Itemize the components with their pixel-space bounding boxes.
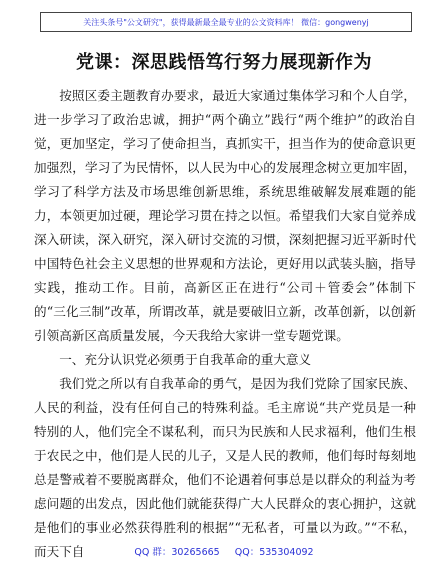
page-footer [0, 544, 448, 558]
footer-qq: QQ：535304092 [234, 547, 314, 558]
footer-qq-group: QQ 群：30265665 [134, 547, 220, 558]
document-title: 党课：深思践悟笃行努力展现新作为 [76, 52, 372, 73]
section-heading-1: 一、充分认识党必须勇于自我革命的重大意义 [59, 352, 312, 367]
document-body [34, 84, 416, 564]
paragraph-intro: 按照区委主题教育办要求，最近大家通过集体学习和个人自学，进一步学习了政治忠诚，拥护“两个确立”践行“两个维护”的政治自觉，更加坚定，学习了使命担当，真抓实干，担当作为的使命意识更加强烈，学习了为民情怀，以人民为中心的发展理念树立更加牢固，学习了科学方法及市场思维创新思维，系统思维破解发展难题的能力，本领更加过硬，理论学习贯在持之以恒。希望我们大家自觉养成深入研读，深入研究，深入研讨交流的习惯，深刻把握习近平新时代中国特色社会主义思想的世界观和方法论，更好用以武装头脑，指导实践，推动工作。目前，高新区正在进行“公司＋管委会”体制下的“三化三制”改革，所谓改革，就是要破旧立新，改革创新，以创新引领高新区高质量发展，今天我给大家讲一堂专题党课。 [34, 88, 416, 343]
paragraph-section-1: 我们党之所以有自我革命的勇气，是因为我们党除了国家民族、人民的利益，没有任何自己的特殊利益。毛主席说“共产党员是一种特别的人，他们完全不谋私利，而只为民族和人民求福利，他们生根于农民之中，他们是人民的儿子，又是人民的教师，他们每时每刻地总是警戒着不要脱离群众，他们不论遇着何事总是以群众的利益为考虑问题的出发点，因此他们就能获得广大人民群众的衷心拥护，这就是他们的事业必然获得胜利的根据”“无私者，可量以为政。”“不私，而天下自 [34, 376, 416, 559]
promo-banner: 关注头条号"公文研究"，获得最新最全最专业的公文资料库！ 微信：gongwenyj [40, 12, 412, 32]
